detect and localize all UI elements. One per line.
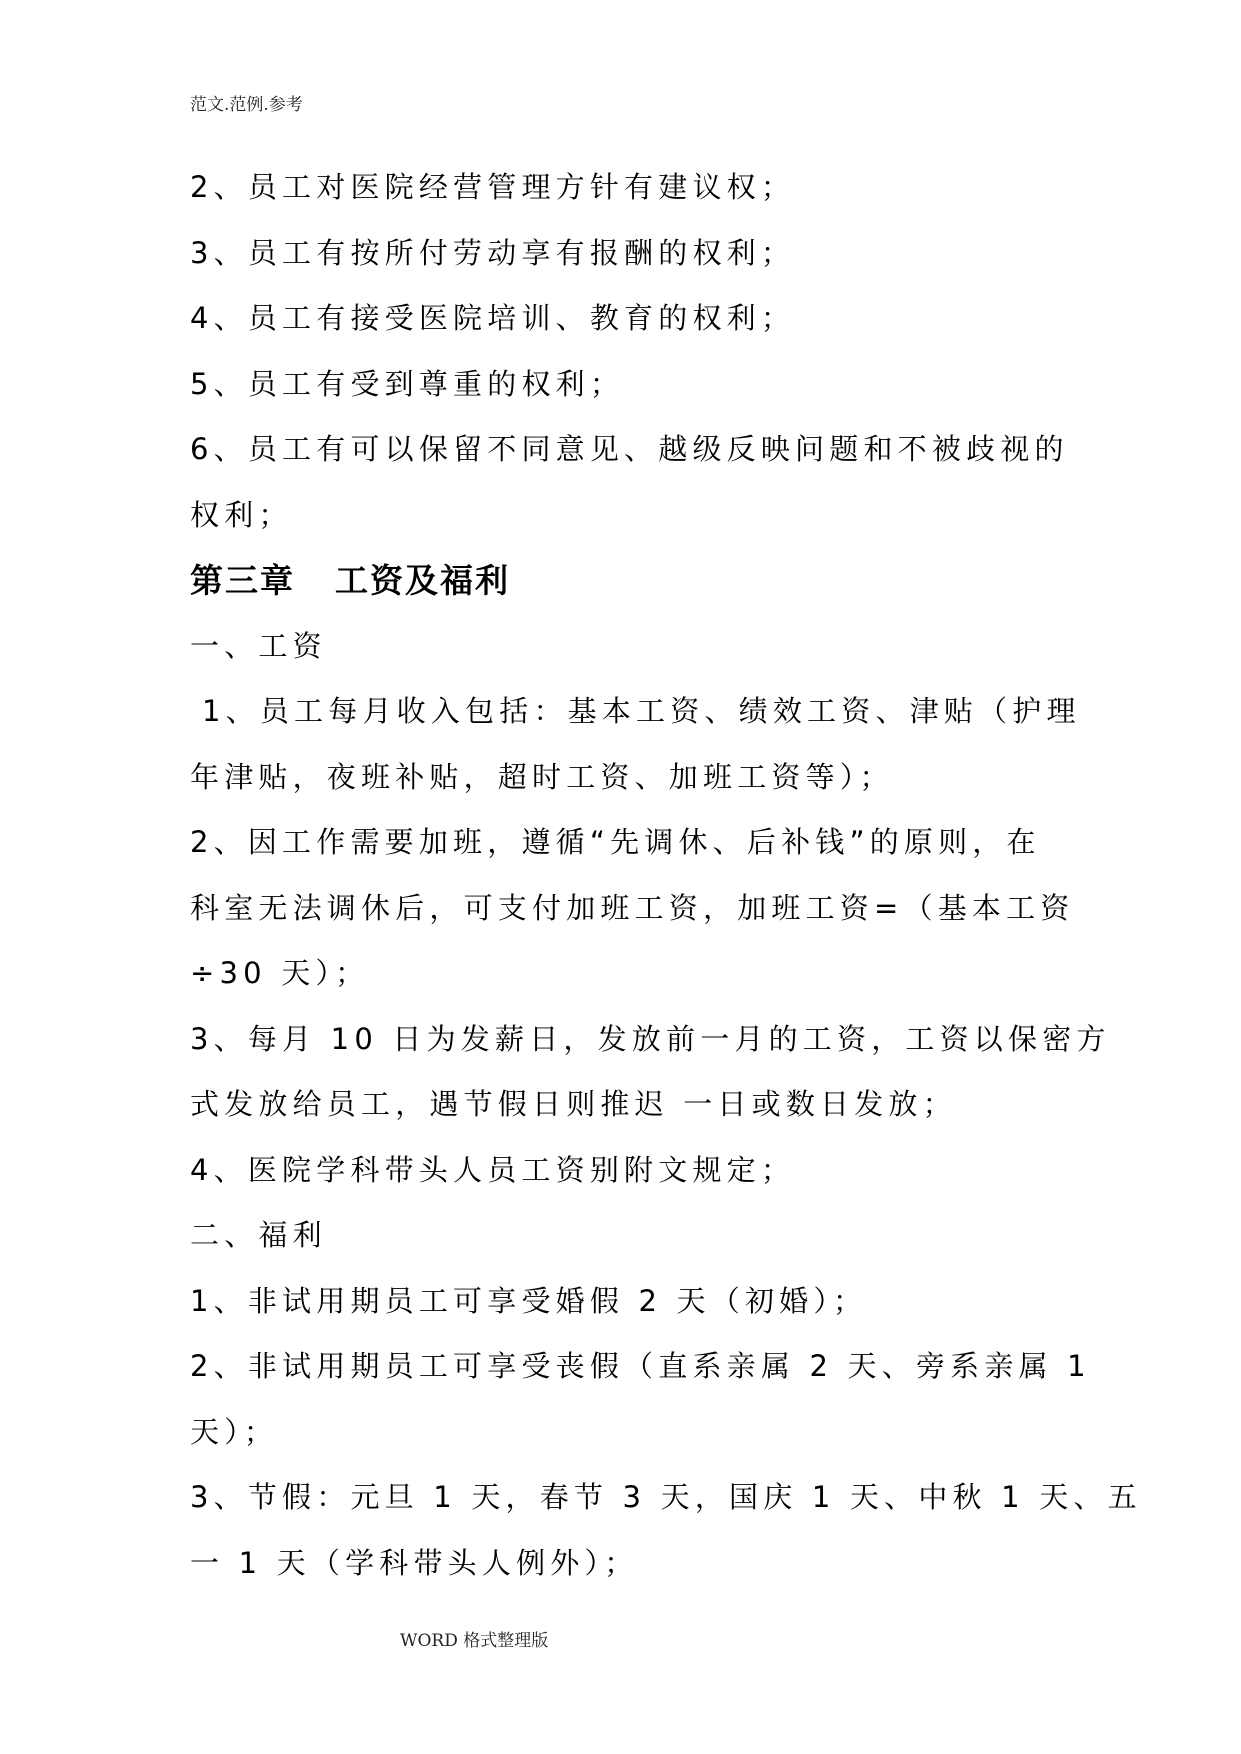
paragraph-line: 6、员工有可以保留不同意见、越级反映问题和不被歧视的 [190, 432, 1069, 466]
paragraph-line: 科室无法调休后，可支付加班工资，加班工资=（基本工资 [190, 890, 1075, 925]
document-body [190, 155, 1142, 1596]
paragraph-line: 1、员工每月收入包括：基本工资、绩效工资、津贴（护理 [202, 694, 1081, 728]
paragraph-line: 2、因工作需要加班，遵循“先调休、后补钱”的原则，在 [190, 825, 1041, 859]
chapter-title: 工资及福利 [335, 561, 510, 600]
paragraph-line: 式发放给员工，遇节假日则推迟 一日或数日发放； [190, 1087, 957, 1121]
paragraph-line: 4、员工有接受医院培训、教育的权利； [190, 301, 796, 335]
chapter-heading [190, 548, 1065, 614]
section-heading-wages: 一、工资 [190, 628, 327, 663]
page-header: 范文.范例.参考 [190, 95, 303, 115]
paragraph-line: 4、医院学科带头人员工资别附文规定； [190, 1152, 796, 1187]
paragraph-line: 1、非试用期员工可享受婚假 2 天（初婚）； [190, 1283, 868, 1318]
section-heading-welfare: 二、福利 [190, 1218, 327, 1252]
paragraph-line: 2、非试用期员工可享受丧假（直系亲属 2 天、旁系亲属 1 [190, 1349, 1091, 1383]
paragraph-line: 3、员工有按所付劳动享有报酬的权利； [190, 235, 796, 270]
paragraph-line: 天）； [190, 1414, 279, 1449]
paragraph-line: 权利； [190, 497, 293, 532]
paragraph-line: ÷30 天）； [190, 956, 370, 990]
page-footer: WORD 格式整理版 [400, 1631, 549, 1651]
paragraph-line: 5、员工有受到尊重的权利； [190, 366, 625, 401]
paragraph-line: 年津贴，夜班补贴，超时工资、加班工资等）； [190, 759, 894, 794]
paragraph-line: 一 1 天（学科带头人例外）； [190, 1545, 639, 1580]
paragraph-line: 3、每月 10 日为发薪日，发放前一月的工资，工资以保密方 [190, 1021, 1111, 1056]
paragraph-line: 3、节假：元旦 1 天，春节 3 天，国庆 1 天、中秋 1 天、五 [190, 1480, 1142, 1514]
paragraph-line: 2、员工对医院经营管理方针有建议权； [190, 170, 796, 204]
chapter-number: 第三章 [190, 561, 295, 600]
